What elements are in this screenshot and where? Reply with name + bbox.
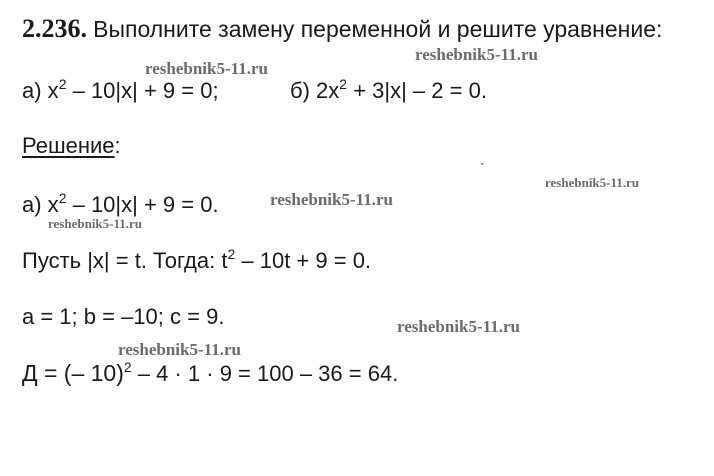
equation-a: а) $x^2 - 10|x| + 9 = 0$; <box>22 76 219 103</box>
solution-step-3: a = 1; b = –10; c = 9. <box>22 304 225 329</box>
solution-step-2: Пусть |x| = t. Тогда: $t^2 - 10t + 9 = 0$. <box>22 246 372 273</box>
task-header <box>22 16 662 42</box>
stray-mark: ` <box>480 160 485 176</box>
watermark: reshebnik5-11.ru <box>397 317 520 336</box>
watermark: reshebnik5-11.ru <box>415 45 538 64</box>
watermark: reshebnik5-11.ru <box>145 59 268 78</box>
watermark: reshebnik5-11.ru <box>118 340 241 359</box>
watermark: reshebnik5-11.ru <box>545 175 640 190</box>
task-number: 2.236. <box>22 14 87 43</box>
watermark: reshebnik5-11.ru <box>48 216 143 231</box>
solution-heading: Решение: <box>22 133 121 158</box>
solution-step-4: Д = (– 10)$^2$ – 4 · 1 · 9 = 100 – 36 = 64. <box>22 359 399 386</box>
watermark: reshebnik5-11.ru <box>270 190 393 209</box>
task-instruction: Выполните замену переменной и решите уравнение: <box>93 16 663 42</box>
solution-step-1: а) $x^2 - 10|x| + 9 = 0$. <box>22 190 219 217</box>
equation-b: б) $2x^2 + 3|x| - 2 = 0$. <box>290 76 487 103</box>
